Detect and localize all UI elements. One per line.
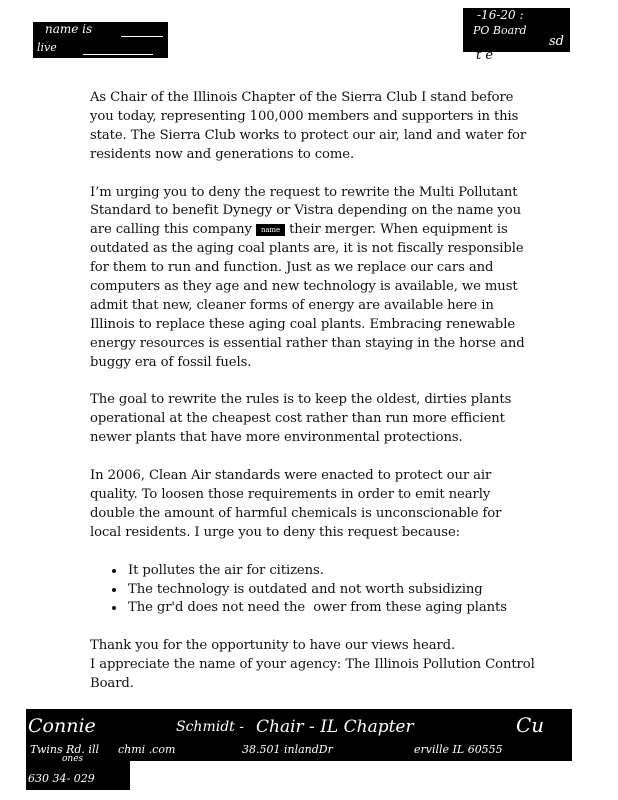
paragraph-4: In 2006, Clean Air standards were enacted to protect our air quality. To loosen those requirements in order to emit nearly double the amount of harmful chemicals is unconscionable for local residents. I urge you to deny this request because: xyxy=(90,468,502,540)
signature-name: Connie xyxy=(28,715,96,737)
list-item: • It pollutes the air for citizens. xyxy=(126,562,535,581)
paragraph-3: The goal to rewrite the rules is to keep the oldest, dirties plants operational at the cheapest cost rather than run more efficient newer plants that have more environmental protections. xyxy=(90,392,512,446)
header-left-line2: live xyxy=(37,41,57,54)
signature-box xyxy=(26,709,572,761)
reasons-list xyxy=(90,562,535,619)
list-item: • The gr'd does not need the ower from these aging plants xyxy=(126,599,535,618)
header-right-line2: PO Board xyxy=(473,24,527,37)
paragraph-2-before: I’m urging you to deny the request to rewrite the Multi Pollutant Standard to benefit Dynegy or Vistra depending on the name you are calling this company xyxy=(90,184,521,238)
signature-initials: Cu xyxy=(516,713,545,737)
header-right-mark: sd xyxy=(549,34,564,49)
signature-address-c: 38.501 inlandDr xyxy=(242,743,333,756)
signature-title: Chair - IL Chapter xyxy=(256,717,414,737)
signature-surname: Schmidt - xyxy=(176,719,244,735)
closing xyxy=(90,637,535,694)
signature-address-a: Twins Rd. ill xyxy=(30,743,99,756)
signature-small: ones xyxy=(62,754,84,764)
header-left-line1: name is xyxy=(45,22,93,36)
header-left-rule-1 xyxy=(121,36,163,37)
letter-body xyxy=(90,89,535,694)
signature-phone: 630 34- 029 xyxy=(28,772,95,785)
signature-box-lower xyxy=(26,754,130,790)
paragraph-1: As Chair of the Illinois Chapter of the Sierra Club I stand before you today, representing 100,000 members and supporters in this state. The Sierra Club works to protect our air, land and water for residents now and generations to come. xyxy=(90,90,527,162)
header-left-rule-2 xyxy=(83,54,153,55)
redaction-block: name xyxy=(256,224,285,236)
signature-address-d: erville IL 60555 xyxy=(414,743,503,756)
header-right-scribble: t e xyxy=(476,48,494,63)
header-right-line1: -16-20 : xyxy=(477,8,524,22)
closing-line-2: I appreciate the name of your agency: The Illinois Pollution Control Board. xyxy=(90,657,535,692)
closing-line-1: Thank you for the opportunity to have our views heard. xyxy=(90,638,456,654)
header-right-box xyxy=(463,8,570,52)
paragraph-2-after: their merger. When equipment is outdated as the aging coal plants are, it is not fiscally responsible for them to run and function. Just as we replace our cars and computers as they age and new technology is available, we must admit that new, cleaner forms of energy are available here in Illinois to replace these aging coal plants. Embracing renewable energy resources is essential rather than staying in the horse and buggy era of fossil fuels. xyxy=(90,222,525,370)
header-left-box xyxy=(33,22,168,58)
paragraph-2 xyxy=(90,184,535,373)
signature-address-b: chmi .com xyxy=(118,743,176,756)
list-item: • The technology is outdated and not worth subsidizing xyxy=(126,581,535,600)
